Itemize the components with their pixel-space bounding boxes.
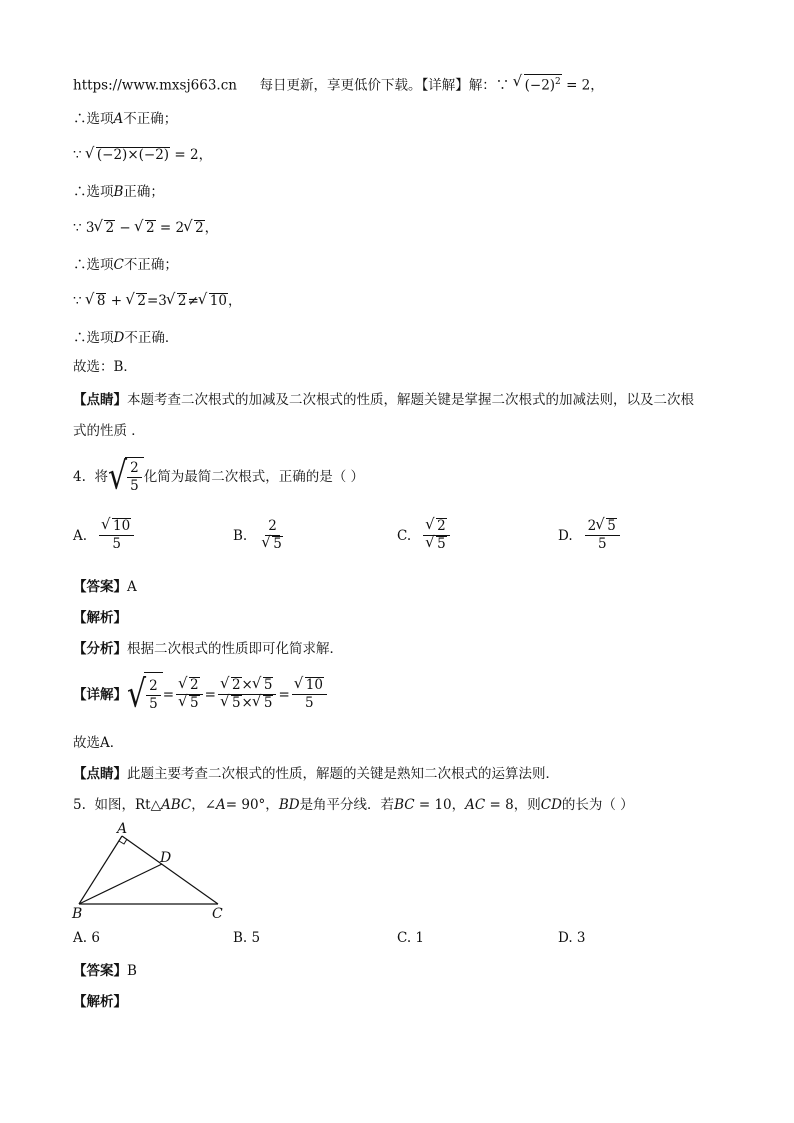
q4-detail: 【详解】 √ $\frac{2}{5}$ = √ 2 √ 5 = √ 2×√ 5 √ 5×√ 5 = √ $\frac{10}{5}$ <box>73 672 329 717</box>
solve-text: 解：∵ <box>468 77 510 94</box>
q5-option-b[interactable]: B. 5 <box>233 930 261 946</box>
q4-answer: 【答案】A <box>73 579 137 595</box>
comment-line-1: 【点睛】本题考查二次根式的加减及二次根式的性质，解题关键是掌握二次根式的加减法则，以及二次根 <box>73 392 694 408</box>
solution-line-e: ∴选项C不正确； <box>73 257 178 273</box>
q4-choose: 故选A． <box>73 735 124 751</box>
side-ac <box>122 836 218 904</box>
label-a: A <box>117 821 128 837</box>
q4-analysis-tag: 【解析】 <box>73 610 127 626</box>
q5-option-c[interactable]: C. 1 <box>397 930 425 946</box>
q4-stem: 4. 将 √ $\frac{2}{5}$ 化简为最简二次根式，正确的是（ ） <box>73 454 364 498</box>
detail-tag: 【详解】 <box>421 77 469 94</box>
solution-line-c: ∴选项B正确； <box>73 184 164 200</box>
label-b: B <box>72 906 83 922</box>
solution-line-f: ∵ √ 8 + √ 2=3√ 2≠√ 10， <box>73 292 241 310</box>
q5-option-a[interactable]: A. 6 <box>73 930 100 946</box>
solution-line-a: ∴选项A不正确； <box>73 111 178 127</box>
comment-line-2: 式的性质 ． <box>73 423 145 439</box>
sqrt-expr: √ $(-2)^2$ <box>515 74 562 95</box>
source-url: https://www.mxsj663.cn <box>73 77 237 94</box>
solution-line-g: ∴选项D不正确． <box>73 330 179 346</box>
solution-choice: 故选：B． <box>73 359 137 375</box>
q5-stem: 5. 如图，Rt△ABC，∠A= 90°，BD是角平分线．若BC = 10，AC = 8，则CD的长为（ ） <box>73 797 634 813</box>
q4-option-d[interactable]: D. $\frac{2√ 5}{5}$ <box>558 518 622 553</box>
q4-comment: 【点睛】此题主要考查二次根式的性质，解题的关键是熟知二次根式的运算法则． <box>73 766 559 782</box>
q5-analysis-tag: 【解析】 <box>73 994 127 1010</box>
q4-option-b[interactable]: B. 2 √ 5 <box>233 518 288 553</box>
label-c: C <box>212 906 223 922</box>
q5-option-d[interactable]: D. 3 <box>558 930 586 946</box>
header-line <box>73 74 604 95</box>
triangle-figure <box>68 820 238 922</box>
q5-answer: 【答案】B <box>73 963 137 979</box>
label-d: D <box>160 850 172 866</box>
q4-option-a[interactable]: A. √ $\frac{10}{5}$ <box>73 518 136 553</box>
q4-option-c[interactable]: C. √ 2 √ 5 <box>397 518 452 553</box>
result-text: = 2， <box>566 77 604 94</box>
q4-analyze: 【分析】根据二次根式的性质即可化简求解． <box>73 641 343 657</box>
tagline: 每日更新，享更低价下载。 <box>259 77 422 94</box>
solution-line-d: ∵ 3√ 2 − √ 2 = 2√ 2， <box>73 219 218 237</box>
solution-line-b: ∵ √ (−2)×(−2) = 2， <box>73 146 212 164</box>
